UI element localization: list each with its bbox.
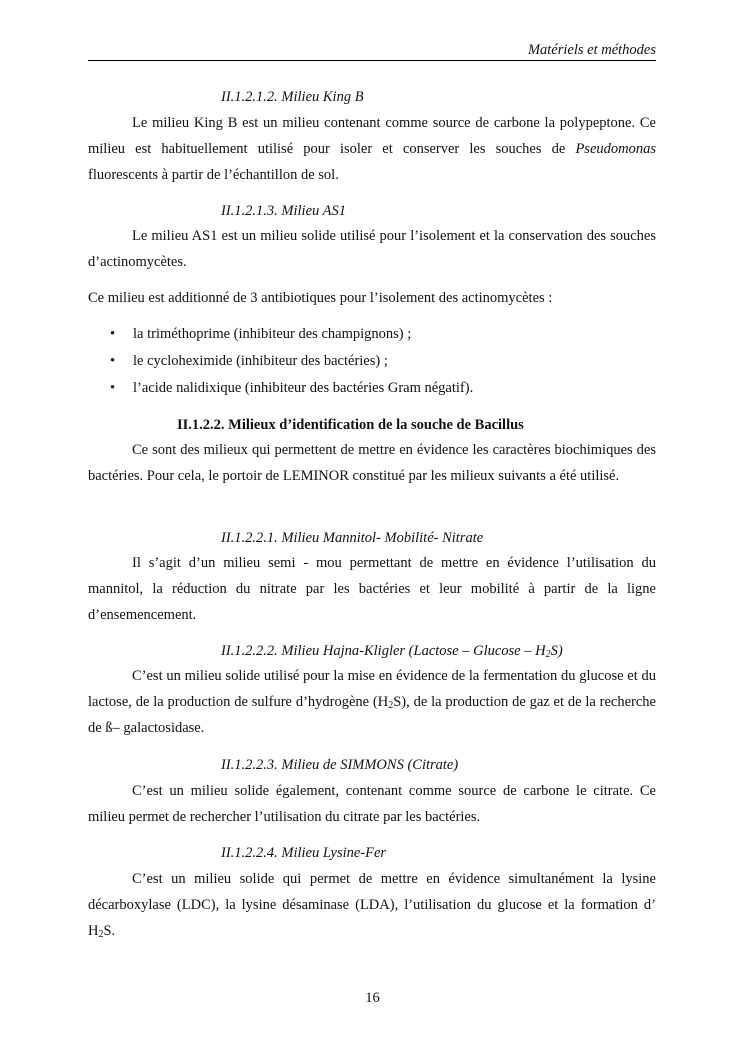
heading-simmons: II.1.2.2.3. Milieu de SIMMONS (Citrate)	[221, 757, 459, 773]
subscript: 2	[545, 649, 551, 660]
paragraph-lysine-fer	[88, 866, 656, 944]
heading-as1: II.1.2.1.3. Milieu AS1	[221, 203, 346, 219]
text: C’est un milieu solide utilisé pour la mise en évidence de la fermentation du glucose et du lactose, de la production de sulfure d’hydrogène (H	[88, 668, 656, 710]
list-item: • le cycloheximide (inhibiteur des bactéries) ;	[88, 348, 656, 375]
paragraph-antibiotics: Ce milieu est additionné de 3 antibiotiques pour l’isolement des actinomycètes :	[88, 290, 553, 306]
paragraph-mannitol: Il s’agit d’un milieu semi - mou permettant de mettre en évidence l’utilisation du mannitol, la réduction du nitrate par les bactéries et leur mobilité à partir de la ligne d’ensemencement.	[88, 555, 656, 623]
text: S), de la production de gaz et de la recherche de ß– galactosidase.	[88, 694, 656, 736]
italic-text: Pseudomonas	[575, 141, 656, 157]
paragraph-identification: Ce sont des milieux qui permettent de mettre en évidence les caractères biochimiques des bactéries. Pour cela, le portoir de LEMINOR constitué par les milieux suivants a été utilisé.	[88, 442, 656, 484]
page-number: 16	[365, 990, 380, 1006]
heading-king-b: II.1.2.1.2. Milieu King B	[221, 89, 364, 105]
antibiotics-list	[88, 321, 656, 402]
paragraph-hajna-kligler	[88, 663, 656, 741]
text: S.	[103, 923, 116, 939]
text: S)	[550, 643, 563, 659]
heading-hajna-kligler	[221, 638, 563, 664]
header-rule	[88, 60, 656, 61]
text: II.1.2.2.2. Milieu Hajna-Kligler (Lactose – Glucose – H	[221, 643, 546, 659]
heading-mannitol: II.1.2.2.1. Milieu Mannitol- Mobilité- Nitrate	[221, 530, 484, 546]
list-item: • l’acide nalidixique (inhibiteur des bactéries Gram négatif).	[88, 375, 656, 402]
running-header: Matériels et méthodes	[527, 42, 656, 58]
subscript: 2	[388, 700, 394, 711]
paragraph-as1: Le milieu AS1 est un milieu solide utilisé pour l’isolement et la conservation des souches d’actinomycètes.	[88, 228, 656, 270]
paragraph-king-b	[88, 110, 656, 188]
text: C’est un milieu solide qui permet de mettre en évidence simultanément la lysine décarboxylase (LDC), la lysine désaminase (LDA), l’utilisation du glucose et la formation d’ H	[88, 871, 656, 939]
heading-lysine-fer: II.1.2.2.4. Milieu Lysine-Fer	[221, 845, 387, 861]
subscript: 2	[98, 929, 104, 940]
paragraph-simmons: C’est un milieu solide également, contenant comme source de carbone le citrate. Ce milieu permet de rechercher l’utilisation du citrate par les bactéries.	[88, 783, 656, 825]
text: Le milieu King B est un milieu contenant comme source de carbone la polypeptone. Ce milieu est habituellement utilisé pour isoler et conserver les souches de	[88, 115, 656, 157]
heading-identification: II.1.2.2. Milieux d’identification de la souche de Bacillus	[177, 417, 524, 433]
text: fluorescents à partir de l’échantillon de sol.	[88, 167, 339, 183]
list-item: • la triméthoprime (inhibiteur des champignons) ;	[88, 321, 656, 348]
